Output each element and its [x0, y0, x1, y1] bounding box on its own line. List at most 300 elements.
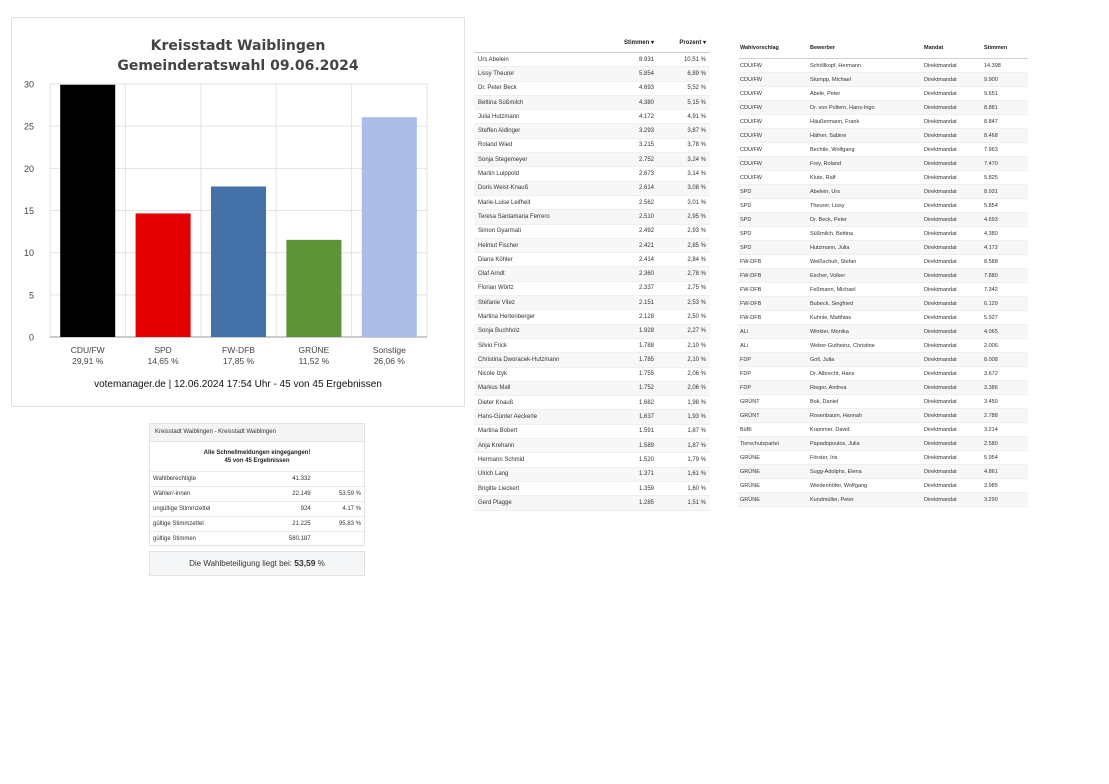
direct-mandate: Direktmandat — [922, 339, 982, 353]
candidate-votes: 2.337 — [604, 281, 658, 295]
direct-votes: 4.693 — [982, 213, 1028, 227]
candidates-header-name — [474, 33, 604, 53]
candidate-percent: 2,27 % — [658, 324, 710, 338]
direct-candidate: Abele, Peter — [808, 87, 922, 101]
direct-party: FW-DFB — [738, 283, 808, 297]
summary-cell-value: 21.225 — [264, 517, 314, 532]
candidate-row — [474, 467, 710, 481]
direct-party: FW-DFB — [738, 255, 808, 269]
candidate-votes: 1.637 — [604, 410, 658, 424]
candidate-name: Ulrich Lang — [474, 467, 604, 481]
turnout-value: 53,59 — [294, 558, 316, 568]
direct-candidate: Bubeck, Siegfried — [808, 297, 922, 311]
direct-votes: 5.954 — [982, 451, 1028, 465]
candidate-votes: 1.682 — [604, 396, 658, 410]
candidate-name: Lissy Theurer — [474, 67, 604, 81]
direct-party: FDP — [738, 381, 808, 395]
candidate-row — [474, 424, 710, 438]
direct-mandate: Direktmandat — [922, 479, 982, 493]
direct-row — [738, 115, 1028, 129]
direct-mandate: Direktmandat — [922, 381, 982, 395]
direct-row — [738, 101, 1028, 115]
candidate-row — [474, 367, 710, 381]
candidate-percent: 2,78 % — [658, 267, 710, 281]
direct-row — [738, 493, 1028, 507]
bar-spd — [136, 213, 191, 337]
x-tick-label: FW-DFB — [222, 345, 255, 355]
direct-party: SPD — [738, 199, 808, 213]
direct-mandates-table — [738, 38, 1028, 507]
summary-row — [150, 502, 364, 517]
candidate-row — [474, 396, 710, 410]
direct-party: SPD — [738, 185, 808, 199]
candidate-row — [474, 353, 710, 367]
direct-mandate: Direktmandat — [922, 367, 982, 381]
direct-row — [738, 171, 1028, 185]
direct-party: GRÜNE — [738, 465, 808, 479]
y-tick-label: 20 — [23, 163, 34, 174]
y-tick-label: 0 — [28, 332, 34, 343]
candidate-percent: 2,75 % — [658, 281, 710, 295]
candidate-percent: 3,87 % — [658, 124, 710, 138]
candidate-percent: 1,87 % — [658, 439, 710, 453]
candidate-percent: 2,06 % — [658, 367, 710, 381]
candidate-name: Brigitte Lieckert — [474, 481, 604, 495]
direct-row — [738, 409, 1028, 423]
candidate-percent: 1,60 % — [658, 481, 710, 495]
direct-row — [738, 73, 1028, 87]
direct-votes: 8.008 — [982, 353, 1028, 367]
candidate-name: Sonja Buchholz — [474, 324, 604, 338]
direct-votes: 7.470 — [982, 157, 1028, 171]
direct-votes: 8.881 — [982, 101, 1028, 115]
summary-header: Kreisstadt Waiblingen - Kreisstadt Waiblingen — [150, 424, 364, 442]
direct-mandate: Direktmandat — [922, 451, 982, 465]
direct-party: SPD — [738, 213, 808, 227]
direct-mandate: Direktmandat — [922, 395, 982, 409]
candidate-row — [474, 410, 710, 424]
candidate-percent: 2,53 % — [658, 296, 710, 310]
direct-row — [738, 451, 1028, 465]
direct-votes: 4.172 — [982, 241, 1028, 255]
candidate-name: Urs Abelein — [474, 53, 604, 67]
direct-party: GRÜNE — [738, 493, 808, 507]
direct-mandate: Direktmandat — [922, 409, 982, 423]
direct-row — [738, 227, 1028, 241]
candidate-percent: 3,24 % — [658, 153, 710, 167]
direct-party: GRÜNT — [738, 395, 808, 409]
direct-candidate: Stumpp, Michael — [808, 73, 922, 87]
direct-party: CDU/FW — [738, 129, 808, 143]
candidate-name: Diana Köhler — [474, 253, 604, 267]
candidate-row — [474, 153, 710, 167]
summary-cell-value: 580.187 — [264, 532, 314, 547]
candidates-header-sortable[interactable]: Prozent ▾ — [658, 33, 710, 53]
direct-votes: 5.825 — [982, 171, 1028, 185]
chart-panel — [11, 17, 465, 407]
chart-footer: votemanager.de | 12.06.2024 17:54 Uhr - 45 von 45 Ergebnissen — [94, 379, 382, 390]
direct-party: BüBi — [738, 423, 808, 437]
y-tick-label: 25 — [23, 121, 34, 132]
direct-mandate: Direktmandat — [922, 115, 982, 129]
direct-row — [738, 423, 1028, 437]
direct-votes: 4.065 — [982, 325, 1028, 339]
direct-votes: 2.788 — [982, 409, 1028, 423]
candidate-row — [474, 296, 710, 310]
summary-cell-label: gültige Stimmzettel — [150, 517, 264, 532]
candidate-votes: 5.854 — [604, 67, 658, 81]
candidate-votes: 2.510 — [604, 210, 658, 224]
summary-cell-value: 41.332 — [264, 472, 314, 487]
candidate-row — [474, 167, 710, 181]
direct-row — [738, 381, 1028, 395]
direct-mandate: Direktmandat — [922, 101, 982, 115]
direct-mandate: Direktmandat — [922, 255, 982, 269]
direct-candidate: Rosenbaum, Hannah — [808, 409, 922, 423]
direct-row — [738, 283, 1028, 297]
direct-party: FDP — [738, 353, 808, 367]
direct-party: CDU/FW — [738, 115, 808, 129]
candidate-votes: 1.285 — [604, 496, 658, 510]
direct-row — [738, 395, 1028, 409]
direct-row — [738, 465, 1028, 479]
chart-title: Kreisstadt Waiblingen — [150, 38, 326, 54]
candidate-votes: 1.371 — [604, 467, 658, 481]
candidate-percent: 2,84 % — [658, 253, 710, 267]
direct-mandate: Direktmandat — [922, 157, 982, 171]
direct-row — [738, 311, 1028, 325]
candidate-votes: 1.589 — [604, 439, 658, 453]
direct-candidate: Dr. Albrecht, Hans — [808, 367, 922, 381]
direct-votes: 3.214 — [982, 423, 1028, 437]
x-tick-label: CDU/FW — [70, 345, 105, 355]
candidate-row — [474, 381, 710, 395]
direct-mandate: Direktmandat — [922, 213, 982, 227]
candidate-percent: 3,78 % — [658, 138, 710, 152]
direct-mandate: Direktmandat — [922, 143, 982, 157]
candidate-votes: 4.172 — [604, 110, 658, 124]
direct-party: SPD — [738, 227, 808, 241]
direct-votes: 2.580 — [982, 437, 1028, 451]
candidate-name: Hermann Schmid — [474, 453, 604, 467]
direct-party: ALi — [738, 325, 808, 339]
direct-party: GRÜNT — [738, 409, 808, 423]
candidate-row — [474, 81, 710, 95]
candidate-row — [474, 453, 710, 467]
direct-votes: 14.398 — [982, 59, 1028, 73]
direct-row — [738, 339, 1028, 353]
direct-candidate: Dr. Beck, Peter — [808, 213, 922, 227]
candidate-percent: 2,10 % — [658, 353, 710, 367]
candidate-row — [474, 481, 710, 495]
candidate-votes: 4.380 — [604, 95, 658, 109]
bar-value-label: 14,65 % — [147, 356, 179, 366]
candidate-votes: 2.414 — [604, 253, 658, 267]
summary-cell-pct: 4.17 % — [314, 502, 364, 517]
direct-candidate: Escher, Volker — [808, 269, 922, 283]
candidate-votes: 1.520 — [604, 453, 658, 467]
candidate-percent: 1,79 % — [658, 453, 710, 467]
candidate-votes: 2.128 — [604, 310, 658, 324]
candidate-name: Dr. Peter Beck — [474, 81, 604, 95]
candidate-votes: 1.359 — [604, 481, 658, 495]
candidate-votes: 1.591 — [604, 424, 658, 438]
bar-cdu-fw — [60, 85, 115, 337]
direct-header: Stimmen — [982, 38, 1028, 59]
direct-party: FW-DFB — [738, 311, 808, 325]
direct-mandate: Direktmandat — [922, 437, 982, 451]
direct-mandate: Direktmandat — [922, 465, 982, 479]
candidate-votes: 4.693 — [604, 81, 658, 95]
summary-cell-pct: 95.83 % — [314, 517, 364, 532]
candidate-row — [474, 210, 710, 224]
direct-party: CDU/FW — [738, 157, 808, 171]
direct-votes: 8.847 — [982, 115, 1028, 129]
x-tick-label: Sonstige — [372, 345, 406, 355]
direct-party: Tierschutzpartei — [738, 437, 808, 451]
candidate-name: Helmut Fischer — [474, 238, 604, 252]
candidate-row — [474, 53, 710, 67]
direct-row — [738, 185, 1028, 199]
candidate-votes: 2.752 — [604, 153, 658, 167]
candidate-name: Silvio Frick — [474, 338, 604, 352]
summary-row — [150, 472, 364, 487]
bar-value-label: 26,06 % — [373, 356, 405, 366]
direct-mandate: Direktmandat — [922, 297, 982, 311]
direct-votes: 7.342 — [982, 283, 1028, 297]
direct-party: CDU/FW — [738, 87, 808, 101]
candidate-name: Hans-Günter Aeckerle — [474, 410, 604, 424]
direct-mandate: Direktmandat — [922, 423, 982, 437]
direct-mandate: Direktmandat — [922, 185, 982, 199]
direct-header: Mandat — [922, 38, 982, 59]
candidate-name: Martin Luippold — [474, 167, 604, 181]
direct-party: FW-DFB — [738, 297, 808, 311]
y-tick-label: 15 — [23, 206, 34, 216]
summary-cell-pct — [314, 532, 364, 547]
summary-row — [150, 532, 364, 547]
candidate-percent: 3,14 % — [658, 167, 710, 181]
chart-subtitle: Gemeinderatswahl 09.06.2024 — [117, 58, 359, 74]
candidate-percent: 1,98 % — [658, 396, 710, 410]
summary-row — [150, 487, 364, 502]
direct-header: Wahlvorschlag — [738, 38, 808, 59]
direct-mandate: Direktmandat — [922, 87, 982, 101]
bar-fw-dfb — [211, 186, 266, 337]
candidate-votes: 8.931 — [604, 53, 658, 67]
direct-candidate: Sugg-Adolphs, Elena — [808, 465, 922, 479]
candidate-name: Dieter Knauß — [474, 396, 604, 410]
direct-candidate: Förster, Iris — [808, 451, 922, 465]
direct-mandate: Direktmandat — [922, 269, 982, 283]
direct-party: CDU/FW — [738, 171, 808, 185]
direct-mandate: Direktmandat — [922, 493, 982, 507]
candidate-votes: 2.673 — [604, 167, 658, 181]
direct-party: CDU/FW — [738, 101, 808, 115]
direct-candidate: Schöllkopf, Hermann — [808, 59, 922, 73]
bar-value-label: 29,91 % — [72, 356, 104, 366]
candidate-name: Florian Wörtz — [474, 281, 604, 295]
direct-mandate: Direktmandat — [922, 199, 982, 213]
direct-mandate: Direktmandat — [922, 311, 982, 325]
candidate-votes: 2.492 — [604, 224, 658, 238]
candidate-percent: 1,87 % — [658, 424, 710, 438]
direct-votes: 8.588 — [982, 255, 1028, 269]
direct-candidate: Kundmüller, Peter — [808, 493, 922, 507]
summary-cell-label: ungültige Stimmzettel — [150, 502, 264, 517]
direct-votes: 8.931 — [982, 185, 1028, 199]
summary-cell-label: Wähler/-innen — [150, 487, 264, 502]
candidates-table-panel — [474, 33, 710, 511]
bar-sonstige — [362, 117, 417, 337]
candidate-percent: 5,15 % — [658, 95, 710, 109]
candidate-percent: 2,95 % — [658, 210, 710, 224]
bar-value-label: 17,85 % — [222, 356, 255, 366]
direct-mandate: Direktmandat — [922, 353, 982, 367]
candidate-row — [474, 439, 710, 453]
candidate-name: Markus Mall — [474, 381, 604, 395]
candidate-percent: 2,10 % — [658, 338, 710, 352]
direct-row — [738, 87, 1028, 101]
direct-votes: 9.651 — [982, 87, 1028, 101]
direct-row — [738, 255, 1028, 269]
direct-row — [738, 59, 1028, 73]
direct-votes: 3.386 — [982, 381, 1028, 395]
direct-candidate: Papadopoulos, Julia — [808, 437, 922, 451]
direct-votes: 2.006 — [982, 339, 1028, 353]
candidate-votes: 2.151 — [604, 296, 658, 310]
direct-row — [738, 157, 1028, 171]
candidate-percent: 6,89 % — [658, 67, 710, 81]
candidate-row — [474, 124, 710, 138]
direct-candidate: Weißschuh, Stefan — [808, 255, 922, 269]
direct-mandate: Direktmandat — [922, 283, 982, 297]
direct-row — [738, 325, 1028, 339]
direct-party: GRÜNE — [738, 451, 808, 465]
candidate-name: Stefanie Vitez — [474, 296, 604, 310]
direct-party: SPD — [738, 241, 808, 255]
candidate-votes: 1.752 — [604, 381, 658, 395]
direct-candidate: Häfner, Sabine — [808, 129, 922, 143]
direct-votes: 3.672 — [982, 367, 1028, 381]
candidate-percent: 10,51 % — [658, 53, 710, 67]
candidate-percent: 3,01 % — [658, 195, 710, 209]
turnout-text: Die Wahlbeteiligung liegt bei: — [189, 559, 292, 568]
candidate-votes: 1.755 — [604, 367, 658, 381]
direct-row — [738, 479, 1028, 493]
candidates-header-sortable[interactable]: Stimmen ▾ — [604, 33, 658, 53]
direct-mandate: Direktmandat — [922, 129, 982, 143]
candidate-row — [474, 195, 710, 209]
candidate-votes: 2.360 — [604, 267, 658, 281]
direct-mandate: Direktmandat — [922, 73, 982, 87]
candidate-row — [474, 67, 710, 81]
candidate-votes: 1.928 — [604, 324, 658, 338]
direct-candidate: Hutzmann, Julia — [808, 241, 922, 255]
summary-message — [150, 449, 364, 465]
direct-row — [738, 213, 1028, 227]
x-tick-label: SPD — [154, 345, 172, 355]
bar-gr-ne — [286, 240, 341, 337]
direct-votes: 3.290 — [982, 493, 1028, 507]
direct-candidate: Kuhnle, Matthias — [808, 311, 922, 325]
candidate-percent: 4,91 % — [658, 110, 710, 124]
bar-chart — [12, 18, 464, 378]
direct-mandate: Direktmandat — [922, 325, 982, 339]
candidate-row — [474, 267, 710, 281]
candidate-row — [474, 110, 710, 124]
candidate-row — [474, 138, 710, 152]
direct-row — [738, 297, 1028, 311]
direct-votes: 4.380 — [982, 227, 1028, 241]
summary-message-line1: Alle Schnellmeldungen eingegangen! — [203, 450, 311, 456]
direct-candidate: Abelein, Urs — [808, 185, 922, 199]
candidate-votes: 2.562 — [604, 195, 658, 209]
candidate-row — [474, 95, 710, 109]
direct-mandate: Direktmandat — [922, 59, 982, 73]
direct-mandates-panel — [738, 38, 1028, 507]
direct-party: ALi — [738, 339, 808, 353]
candidate-name: Julia Hutzmann — [474, 110, 604, 124]
direct-row — [738, 143, 1028, 157]
direct-mandate: Direktmandat — [922, 227, 982, 241]
direct-candidate: Feßmann, Michael — [808, 283, 922, 297]
candidate-percent: 2,85 % — [658, 238, 710, 252]
direct-row — [738, 353, 1028, 367]
candidates-table — [474, 33, 710, 511]
candidate-name: Gerd Plagge — [474, 496, 604, 510]
summary-cell-label: gültige Stimmen — [150, 532, 264, 547]
direct-row — [738, 269, 1028, 283]
candidate-row — [474, 238, 710, 252]
candidate-votes: 1.788 — [604, 338, 658, 352]
bar-value-label: 11,52 % — [298, 356, 330, 366]
direct-candidate: Süßmilch, Bettina — [808, 227, 922, 241]
direct-votes: 8.468 — [982, 129, 1028, 143]
direct-party: FDP — [738, 367, 808, 381]
candidate-row — [474, 338, 710, 352]
y-tick-label: 5 — [28, 290, 34, 301]
candidate-row — [474, 281, 710, 295]
direct-candidate: Winkler, Monika — [808, 325, 922, 339]
direct-candidate: Theurer, Lissy — [808, 199, 922, 213]
candidate-name: Teresa Santamaria Ferrero — [474, 210, 604, 224]
direct-votes: 4.861 — [982, 465, 1028, 479]
direct-party: FW-DFB — [738, 269, 808, 283]
direct-votes: 5.927 — [982, 311, 1028, 325]
direct-row — [738, 199, 1028, 213]
summary-panel — [149, 423, 365, 546]
candidate-name: Olaf Arndt — [474, 267, 604, 281]
direct-row — [738, 241, 1028, 255]
candidate-votes: 3.215 — [604, 138, 658, 152]
candidate-votes: 1.785 — [604, 353, 658, 367]
candidate-votes: 3.293 — [604, 124, 658, 138]
direct-header: Bewerber — [808, 38, 922, 59]
direct-candidate: Klute, Ralf — [808, 171, 922, 185]
candidate-row — [474, 181, 710, 195]
direct-party: GRÜNE — [738, 479, 808, 493]
turnout-box — [149, 551, 365, 576]
candidate-name: Martina Hertenberger — [474, 310, 604, 324]
candidate-percent: 5,52 % — [658, 81, 710, 95]
y-tick-label: 30 — [23, 79, 34, 90]
direct-candidate: Frey, Roland — [808, 157, 922, 171]
direct-candidate: Krammer, David — [808, 423, 922, 437]
candidate-percent: 1,61 % — [658, 467, 710, 481]
direct-votes: 3.450 — [982, 395, 1028, 409]
candidate-name: Nicole Izyk — [474, 367, 604, 381]
